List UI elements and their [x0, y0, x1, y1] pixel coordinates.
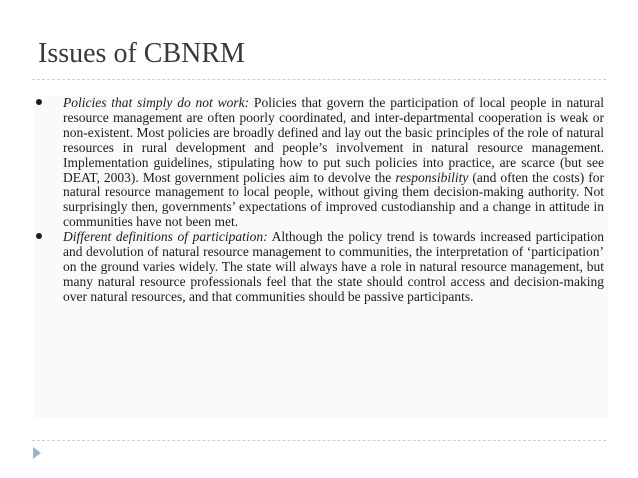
bullet-icon	[36, 233, 42, 239]
bullet-lead: Different definitions of participation:	[63, 229, 268, 245]
bullet-text-continued: (and often the costs) for natural resource management to local people, without giving them decision-making authority. Not surprisingly then, governments’ expectations of improved custodianship and a change in attitude in communities have not been met.	[63, 169, 604, 230]
bullet-lead: Policies that simply do not work:	[63, 95, 250, 110]
triangle-right-icon	[33, 447, 41, 459]
bullet-icon	[36, 99, 42, 105]
scanned-text-image	[34, 96, 608, 418]
title-divider	[32, 79, 606, 80]
bullet-text: Policies that govern the participation of local people in natural resource management are often poorly coordinated, and inter-departmental cooperation is weak or non-existent. Most policies are broadly defined and lay out the basic principles of the role of natural resources in rural development and people’s involvement in natural resource management. Implementation guidelines, stipulating how to put such policies into practice, are scarce (but see DEAT, 2003). Most government policies aim to devolve the	[63, 95, 604, 185]
slide-title: Issues of CBNRM	[38, 38, 245, 69]
bullet-list	[34, 96, 608, 305]
bullet-item-participation	[34, 230, 608, 305]
bullet-emphasis: responsibility	[395, 169, 469, 185]
bullet-text: Although the policy trend is towards increased participation and devolution of natural resource management to communities, the interpretation of ‘participation’ on the ground varies widely. The state will always have a role in natural resource management, but many natural resource professionals feel that the state should control access and decision-making over natural resources, and that communities should be passive participants.	[63, 229, 604, 304]
bullet-item-policies	[34, 96, 608, 230]
footer-divider	[32, 440, 606, 441]
